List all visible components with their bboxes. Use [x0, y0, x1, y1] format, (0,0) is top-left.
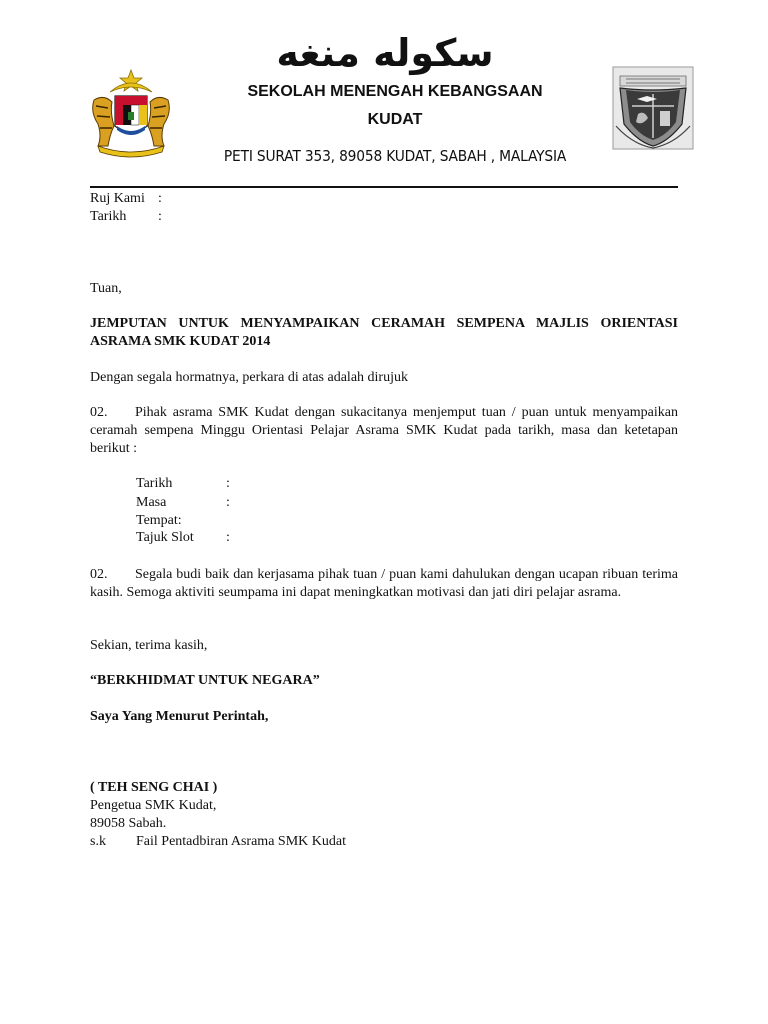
signatory-address: 89058 Sabah.	[90, 816, 167, 831]
paragraph-2-number: 02.	[90, 567, 108, 582]
malaysia-coat-of-arms-icon	[88, 66, 174, 158]
school-name-line2: KUDAT	[367, 111, 423, 128]
paragraph-1-text: Pihak asrama SMK Kudat dengan sukacitanya menjemput tuan / puan untuk menyampaikan ceramah sempena Minggu Orientasi Pelajar Asrama SMK Kudat pada tarikh, masa dan ketetapan berikut :	[90, 405, 678, 456]
letter-subject: JEMPUTAN UNTUK MENYAMPAIKAN CERAMAH SEMPENA MAJLIS ORIENTASI ASRAMA SMK KUDAT 2014	[90, 316, 678, 349]
school-address: PETI SURAT 353, 89058 KUDAT, SABAH , MALAYSIA	[223, 147, 567, 165]
salutation: Tuan,	[90, 281, 122, 296]
tarikh-colon: :	[158, 209, 162, 224]
detail-masa-colon: :	[226, 495, 230, 510]
paragraph-1	[90, 404, 678, 458]
ruj-kami-label: Ruj Kami	[90, 191, 145, 206]
paragraph-2-text: Segala budi baik dan kerjasama pihak tuan / puan kami dahulukan dengan ucapan ribuan terima kasih. Semoga aktiviti seumpama ini dapat meningkatkan motivasi dan jati diri pelajar asrama.	[90, 567, 678, 600]
tarikh-label: Tarikh	[90, 209, 127, 224]
paragraph-1-number: 02.	[90, 405, 108, 420]
detail-tajuk-slot-label: Tajuk Slot	[136, 530, 194, 545]
detail-masa-label: Masa	[136, 495, 167, 510]
signatory-title: Pengetua SMK Kudat,	[90, 798, 217, 813]
detail-tempat-label: Tempat:	[136, 513, 182, 528]
opening-line: Dengan segala hormatnya, perkara di atas adalah dirujuk	[90, 370, 408, 385]
closing-line: Sekian, terima kasih,	[90, 638, 208, 653]
detail-tarikh-colon: :	[226, 476, 230, 491]
cc-text: Fail Pentadbiran Asrama SMK Kudat	[136, 834, 346, 849]
cc-label: s.k	[90, 834, 106, 849]
detail-tajuk-slot-colon: :	[226, 530, 230, 545]
header-divider	[90, 186, 678, 188]
ruj-kami-colon: :	[158, 191, 162, 206]
paragraph-2	[90, 566, 678, 602]
school-name-line1: SEKOLAH MENENGAH KEBANGSAAN	[247, 83, 543, 100]
school-jawi-title: سکوله منغه	[276, 31, 494, 75]
signatory-name: ( TEH SENG CHAI )	[90, 780, 218, 795]
detail-tarikh-label: Tarikh	[136, 476, 173, 491]
motto: “BERKHIDMAT UNTUK NEGARA”	[90, 673, 320, 688]
yours-faithfully: Saya Yang Menurut Perintah,	[90, 709, 269, 724]
school-shield-crest-icon	[612, 66, 694, 150]
